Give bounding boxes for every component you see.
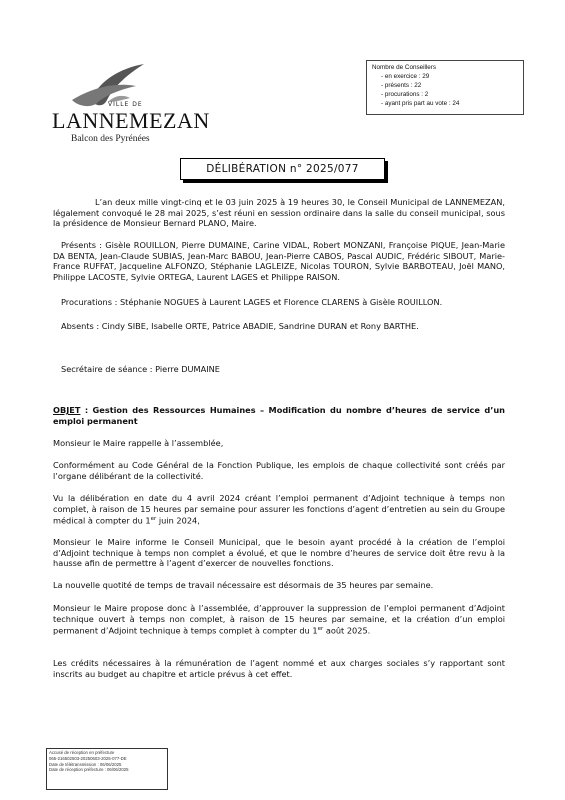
absents-paragraph: Absents : Cindy SIBE, Isabelle ORTE, Patrice ABADIE, Sandrine DURAN et Rony BARTHE.: [61, 321, 419, 331]
council-en-exercice: - en exercice : 29: [381, 73, 430, 80]
objet-label: OBJET: [53, 405, 81, 415]
footer-line-2: 065-216502503-20250603-2025-077-DE: [49, 755, 127, 761]
body-p6-a: Monsieur le Maire propose donc à l’assemblée, d’approuver la suppression de l’emploi permanent d’Adjoint technique ouvert à temps non complet, à raison de 15 heures par semaine, et la création d’un emploi permanent d’Adjoint technique à temps complet à compter du 1: [53, 603, 505, 636]
council-procurations: - procurations : 2: [381, 91, 429, 98]
footer-line-4: Date de réception préfecture : 06/06/2025: [49, 767, 129, 773]
logo-city-name: LANNEMEZAN: [52, 108, 210, 133]
body-p7: Les crédits nécessaires à la rémunération de l’agent nommé et aux charges sociales s’y rapportant sont inscrits au budget au chapitre et article prévus à cet effet.: [53, 658, 505, 679]
presents-paragraph: Présents : Gisèle ROUILLON, Pierre DUMAINE, Carine VIDAL, Robert MONZANI, Françoise PIQUE, Jean-Marie DA BENTA, Jean-Claude SUBIAS, Jean-Marc BABOU, Jean-Pierre CABOS, Pascal AUDIC, Frédéric SIBOUT, Marie-France RUFFAT, Jacqueline ALFONZO, Stéphanie LAGLEIZE, Nicolas TOURON, Sylvie BARBOTEAU, Joël MANO, Philippe LACOSTE, Sylvie ORTEGA, Laurent LAGES et Philippe RAISON.: [53, 240, 505, 282]
procurations-paragraph: Procurations : Stéphanie NOGUES à Laurent LAGES et Florence CLARENS à Gisèle ROUILLON.: [61, 297, 443, 307]
deliberation-title: DÉLIBÉRATION n° 2025/077: [180, 158, 385, 180]
body-p3-a: Vu la délibération en date du 4 avril 2024 créant l’emploi permanent d’Adjoint technique à temps non complet, à raison de 15 heures par semaine pour assurer les fonctions d’agent d’entretien au sein du Groupe médical à compter du 1: [53, 493, 505, 526]
council-count-box: [366, 60, 524, 115]
body-p3-b: juin 2024,: [156, 515, 200, 526]
body-p2: Conformément au Code Général de la Fonction Publique, les emplois de chaque collectivité sont créés par l’organe délibérant de la collectivité.: [53, 460, 505, 481]
council-count-title: Nombre de Conseillers: [372, 64, 437, 71]
logo-subtitle: Balcon des Pyrénées: [71, 134, 150, 144]
body-p5: La nouvelle quotité de temps de travail nécessaire est désormais de 35 heures par semaine.: [53, 580, 434, 590]
body-p6-b: août 2025.: [323, 625, 371, 636]
body-p3-sup: er: [150, 516, 157, 523]
logo-ville-text: VILLE DE: [108, 101, 143, 108]
body-p3: [53, 493, 505, 527]
secretaire-paragraph: Secrétaire de séance : Pierre DUMAINE: [61, 364, 220, 374]
council-presents: - présents : 22: [381, 82, 422, 89]
council-ayant-pris-part: - ayant pris part au vote : 24: [381, 100, 460, 107]
footer-line-3: Date de télétransmission : 06/06/2025: [49, 761, 122, 767]
body-p6: [53, 603, 505, 637]
prefecture-receipt-stamp: [46, 748, 168, 790]
objet-paragraph: [53, 405, 505, 426]
objet-text: : Gestion des Ressources Humaines – Modification du nombre d’heures de service d’un emploi permanent: [53, 405, 505, 426]
body-p4: Monsieur le Maire informe le Conseil Municipal, que le besoin ayant procédé à la création de l’emploi d’Adjoint technique à temps non complet a évolué, et que le nombre d’heures de service doit être revu à la hausse afin de permettre à l’agent d’exercer de nouvelles fonctions.: [53, 537, 505, 569]
body-p6-sup: er: [317, 626, 324, 633]
intro-paragraph: L’an deux mille vingt-cinq et le 03 juin 2025 à 19 heures 30, le Conseil Municipal de LANNEMEZAN, légalement convoqué le 28 mai 2025, s’est réuni en session ordinaire dans la salle du conseil municipal, sous la présidence de Monsieur Bernard PLANO, Maire.: [53, 197, 505, 229]
body-p1: Monsieur le Maire rappelle à l’assemblée,: [53, 438, 224, 448]
footer-line-1: Accusé de réception en préfecture: [49, 750, 115, 755]
